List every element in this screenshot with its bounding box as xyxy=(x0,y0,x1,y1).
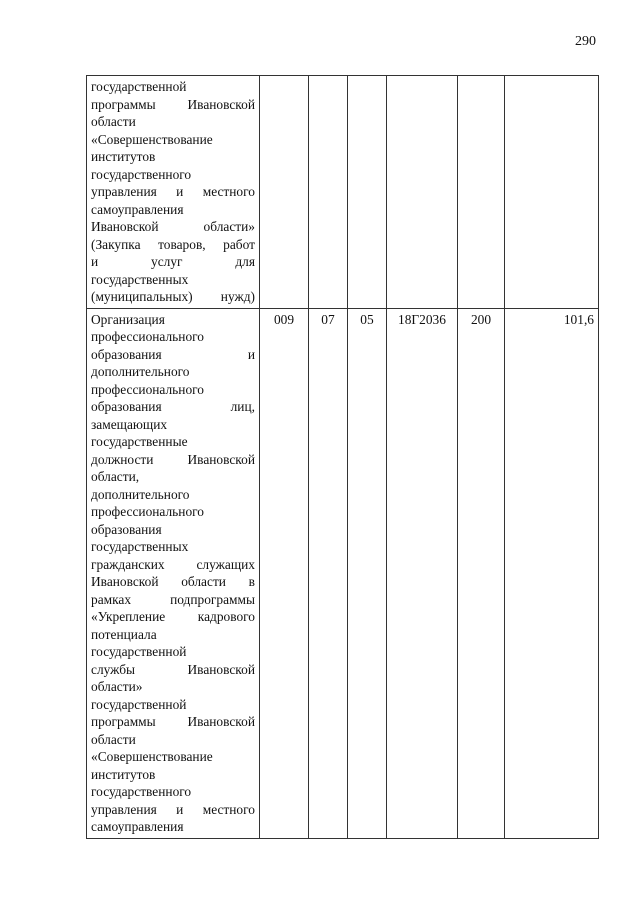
name-line: институтов xyxy=(91,149,156,164)
name-line: государственных xyxy=(91,539,189,554)
amount-cell: 101,6 xyxy=(505,308,599,838)
name-line: «Совершенствование xyxy=(91,131,213,147)
name-line: самоуправления xyxy=(91,819,184,834)
name-cell xyxy=(87,76,260,309)
name-line: (муниципальных) нужд) xyxy=(91,289,255,304)
table-row xyxy=(87,76,599,309)
amount-cell xyxy=(505,76,599,309)
expense-type-cell xyxy=(458,76,505,309)
article-code-cell xyxy=(387,76,458,309)
name-line: образования и xyxy=(91,346,255,362)
name-text xyxy=(91,311,255,836)
name-line: потенциала xyxy=(91,626,157,642)
ministry-code-cell: 009 xyxy=(260,308,309,838)
name-line: образования xyxy=(91,521,162,537)
name-line: дополнительного xyxy=(91,364,190,379)
name-line: государственной xyxy=(91,696,187,712)
name-line: государственной xyxy=(91,79,187,94)
name-line: программы Ивановской xyxy=(91,714,255,729)
section-code-cell xyxy=(309,76,348,309)
name-line: области, xyxy=(91,469,140,484)
name-line: управления и местного xyxy=(91,801,255,817)
subsection-code-cell xyxy=(348,76,387,309)
name-line: «Укрепление кадрового xyxy=(91,609,255,624)
name-line: профессионального xyxy=(91,329,204,344)
name-line: Ивановской области в xyxy=(91,574,255,589)
name-line: (Закупка товаров, работ xyxy=(91,236,255,252)
subsection-code-cell: 05 xyxy=(348,308,387,838)
name-line: государственного xyxy=(91,784,192,799)
section-code-cell: 07 xyxy=(309,308,348,838)
name-line: профессионального xyxy=(91,504,204,519)
name-line: государственные xyxy=(91,434,188,449)
name-line: Ивановской области» xyxy=(91,219,255,234)
name-line: гражданских служащих xyxy=(91,556,255,572)
name-line: управления и местного xyxy=(91,184,255,199)
name-line: программы Ивановской xyxy=(91,96,255,112)
ministry-code-cell xyxy=(260,76,309,309)
expense-type-cell: 200 xyxy=(458,308,505,838)
budget-table xyxy=(86,75,599,839)
name-text xyxy=(91,78,255,306)
name-line: Организация xyxy=(91,311,165,327)
name-line: рамках подпрограммы xyxy=(91,591,255,607)
name-line: профессионального xyxy=(91,381,204,397)
name-line: государственных xyxy=(91,271,189,287)
name-cell xyxy=(87,308,260,838)
name-line: образования лиц, xyxy=(91,399,255,414)
name-line: дополнительного xyxy=(91,486,190,502)
name-line: области» xyxy=(91,679,143,694)
name-line: государственной xyxy=(91,644,187,659)
name-line: области xyxy=(91,731,136,747)
name-line: замещающих xyxy=(91,416,168,432)
name-line: институтов xyxy=(91,766,156,782)
name-line: самоуправления xyxy=(91,201,184,217)
name-line: службы Ивановской xyxy=(91,661,255,677)
name-line: государственного xyxy=(91,166,192,182)
name-line: должности Ивановской xyxy=(91,451,255,467)
table-row xyxy=(87,308,599,838)
name-line: «Совершенствование xyxy=(91,749,213,764)
article-code-cell: 18Г2036 xyxy=(387,308,458,838)
page-number: 290 xyxy=(575,34,596,49)
name-line: области xyxy=(91,114,136,129)
name-line: и услуг для xyxy=(91,254,255,269)
